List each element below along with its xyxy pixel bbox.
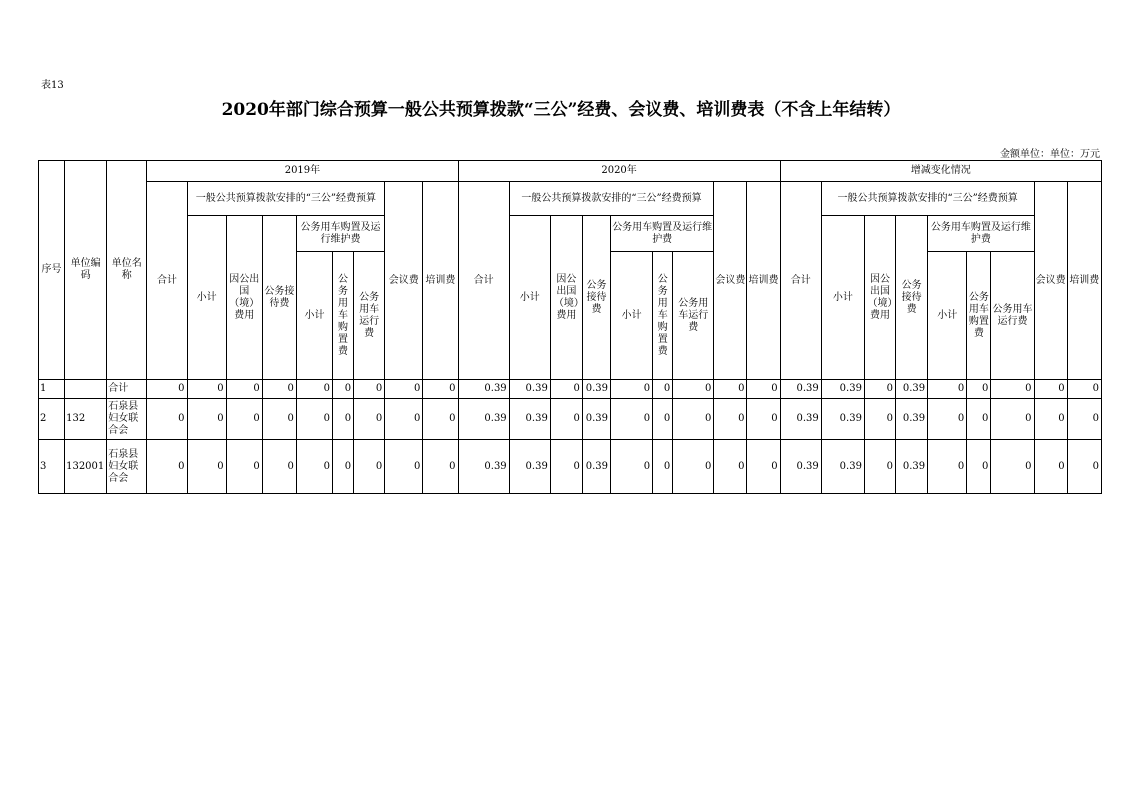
cell-change-meeting: 0 [1034, 399, 1067, 440]
cell-2019-abroad: 0 [226, 399, 262, 440]
cell-2019-abroad: 0 [226, 440, 262, 494]
cell-change-training: 0 [1067, 380, 1101, 399]
cell-change-vehicle-subtotal: 0 [928, 399, 967, 440]
cell-2019-subtotal: 0 [187, 399, 226, 440]
header-reception: 公务接待费 [896, 216, 928, 380]
cell-change-training: 0 [1067, 440, 1101, 494]
header-training-change: 培训费 [1067, 182, 1101, 380]
cell-change-reception: 0.39 [896, 440, 928, 494]
cell-2020-car-operation: 0 [673, 380, 714, 399]
cell-2020-car-operation: 0 [673, 399, 714, 440]
cell-change-total: 0.39 [780, 380, 821, 399]
cell-2020-subtotal: 0.39 [509, 440, 550, 494]
header-vehicle: 公务用车购置及运行维护费 [611, 216, 714, 252]
header-car-purchase: 公务用车购置费 [333, 252, 354, 380]
cell-2020-vehicle-subtotal: 0 [611, 440, 653, 494]
cell-change-abroad: 0 [864, 380, 895, 399]
header-subtotal: 小计 [509, 216, 550, 380]
cell-change-car-operation: 0 [991, 440, 1034, 494]
cell-change-reception: 0.39 [896, 380, 928, 399]
header-three-public-change: 一般公共预算拨款安排的“三公”经费预算 [821, 182, 1034, 216]
table-row [39, 440, 1102, 494]
cell-2019-vehicle-subtotal: 0 [296, 399, 332, 440]
cell-change-vehicle-subtotal: 0 [928, 440, 967, 494]
row-name: 石泉县妇女联合会 [107, 399, 147, 440]
cell-2019-meeting: 0 [385, 380, 423, 399]
header-training-2019: 培训费 [423, 182, 458, 380]
header-subtotal: 小计 [611, 252, 653, 380]
cell-2020-total: 0.39 [458, 440, 509, 494]
budget-table [38, 160, 1102, 494]
cell-2019-abroad: 0 [226, 380, 262, 399]
cell-2019-reception: 0 [262, 399, 296, 440]
cell-2020-reception: 0.39 [582, 399, 610, 440]
cell-2020-reception: 0.39 [582, 440, 610, 494]
header-unit-code: 单位编码 [65, 161, 107, 380]
header-total-2019: 合计 [147, 182, 187, 380]
cell-change-abroad: 0 [864, 440, 895, 494]
cell-2020-training: 0 [747, 399, 780, 440]
header-seq: 序号 [39, 161, 65, 380]
cell-2020-car-purchase: 0 [653, 399, 673, 440]
cell-2020-meeting: 0 [714, 380, 747, 399]
header-meeting-2019: 会议费 [385, 182, 423, 380]
table-number: 表13 [41, 80, 64, 91]
cell-2020-abroad: 0 [550, 440, 582, 494]
header-subtotal: 小计 [187, 216, 226, 380]
header-change: 增减变化情况 [780, 161, 1101, 182]
row-seq: 1 [39, 380, 65, 399]
header-car-purchase: 公务用车购置费 [653, 252, 673, 380]
header-abroad: 因公出国（境）费用 [550, 216, 582, 380]
page-title: 2020年部门综合预算一般公共预算拨款“三公”经费、会议费、培训费表（不含上年结转） [221, 100, 901, 120]
header-meeting-2020: 会议费 [714, 182, 747, 380]
header-subtotal: 小计 [821, 216, 864, 380]
cell-2019-reception: 0 [262, 440, 296, 494]
cell-2019-total: 0 [147, 399, 187, 440]
cell-change-car-purchase: 0 [967, 440, 991, 494]
cell-change-car-operation: 0 [991, 399, 1034, 440]
cell-2020-training: 0 [747, 380, 780, 399]
header-reception: 公务接待费 [262, 216, 296, 380]
cell-2020-subtotal: 0.39 [509, 380, 550, 399]
cell-2019-car-purchase: 0 [333, 399, 354, 440]
cell-2019-subtotal: 0 [187, 440, 226, 494]
header-three-public-2020: 一般公共预算拨款安排的“三公”经费预算 [509, 182, 714, 216]
cell-2019-vehicle-subtotal: 0 [296, 440, 332, 494]
cell-2019-car-purchase: 0 [333, 440, 354, 494]
cell-change-abroad: 0 [864, 399, 895, 440]
cell-2019-total: 0 [147, 380, 187, 399]
header-unit-name: 单位名称 [107, 161, 147, 380]
cell-2019-car-purchase: 0 [333, 380, 354, 399]
header-vehicle: 公务用车购置及运行维护费 [928, 216, 1034, 252]
header-year-2019: 2019年 [147, 161, 458, 182]
cell-2020-vehicle-subtotal: 0 [611, 380, 653, 399]
row-name: 合计 [107, 380, 147, 399]
cell-change-subtotal: 0.39 [821, 440, 864, 494]
cell-change-training: 0 [1067, 399, 1101, 440]
cell-change-meeting: 0 [1034, 440, 1067, 494]
cell-2020-meeting: 0 [714, 399, 747, 440]
cell-2019-meeting: 0 [385, 399, 423, 440]
cell-2019-vehicle-subtotal: 0 [296, 380, 332, 399]
header-year-2020: 2020年 [458, 161, 780, 182]
cell-2019-meeting: 0 [385, 440, 423, 494]
cell-2020-vehicle-subtotal: 0 [611, 399, 653, 440]
cell-2019-training: 0 [423, 380, 458, 399]
header-subtotal: 小计 [296, 252, 332, 380]
cell-2020-meeting: 0 [714, 440, 747, 494]
cell-2020-total: 0.39 [458, 380, 509, 399]
cell-2020-car-operation: 0 [673, 440, 714, 494]
header-three-public-2019: 一般公共预算拨款安排的“三公”经费预算 [187, 182, 385, 216]
cell-2019-training: 0 [423, 440, 458, 494]
cell-2020-reception: 0.39 [582, 380, 610, 399]
cell-change-total: 0.39 [780, 440, 821, 494]
header-total-change: 合计 [780, 182, 821, 380]
cell-change-car-purchase: 0 [967, 380, 991, 399]
cell-change-car-operation: 0 [991, 380, 1034, 399]
header-car-operation: 公务用车运行费 [991, 252, 1034, 380]
row-seq: 2 [39, 399, 65, 440]
cell-2020-subtotal: 0.39 [509, 399, 550, 440]
cell-change-meeting: 0 [1034, 380, 1067, 399]
row-name: 石泉县妇女联合会 [107, 440, 147, 494]
cell-change-car-purchase: 0 [967, 399, 991, 440]
cell-2020-car-purchase: 0 [653, 440, 673, 494]
cell-2019-car-operation: 0 [354, 399, 385, 440]
cell-2020-training: 0 [747, 440, 780, 494]
header-abroad: 因公出国（境）费用 [226, 216, 262, 380]
cell-2020-abroad: 0 [550, 399, 582, 440]
header-car-operation: 公务用车运行费 [673, 252, 714, 380]
cell-2019-reception: 0 [262, 380, 296, 399]
row-seq: 3 [39, 440, 65, 494]
table-row [39, 399, 1102, 440]
cell-change-vehicle-subtotal: 0 [928, 380, 967, 399]
header-car-purchase: 公务用车购置费 [967, 252, 991, 380]
cell-2019-total: 0 [147, 440, 187, 494]
cell-change-subtotal: 0.39 [821, 399, 864, 440]
header-total-2020: 合计 [458, 182, 509, 380]
header-vehicle: 公务用车购置及运行维护费 [296, 216, 384, 252]
cell-2020-abroad: 0 [550, 380, 582, 399]
cell-2020-car-purchase: 0 [653, 380, 673, 399]
cell-change-subtotal: 0.39 [821, 380, 864, 399]
row-code: 132001 [65, 440, 107, 494]
header-training-2020: 培训费 [747, 182, 780, 380]
cell-2019-subtotal: 0 [187, 380, 226, 399]
cell-2019-car-operation: 0 [354, 440, 385, 494]
header-reception: 公务接待费 [582, 216, 610, 380]
cell-2019-training: 0 [423, 399, 458, 440]
table-row [39, 380, 1102, 399]
header-car-operation: 公务用车运行费 [354, 252, 385, 380]
cell-2020-total: 0.39 [458, 399, 509, 440]
cell-change-total: 0.39 [780, 399, 821, 440]
unit-note: 金额单位：单位：万元 [1000, 149, 1100, 160]
header-abroad: 因公出国（境）费用 [864, 216, 895, 380]
cell-change-reception: 0.39 [896, 399, 928, 440]
row-code [65, 380, 107, 399]
header-meeting-change: 会议费 [1034, 182, 1067, 380]
cell-2019-car-operation: 0 [354, 380, 385, 399]
row-code: 132 [65, 399, 107, 440]
header-subtotal: 小计 [928, 252, 967, 380]
